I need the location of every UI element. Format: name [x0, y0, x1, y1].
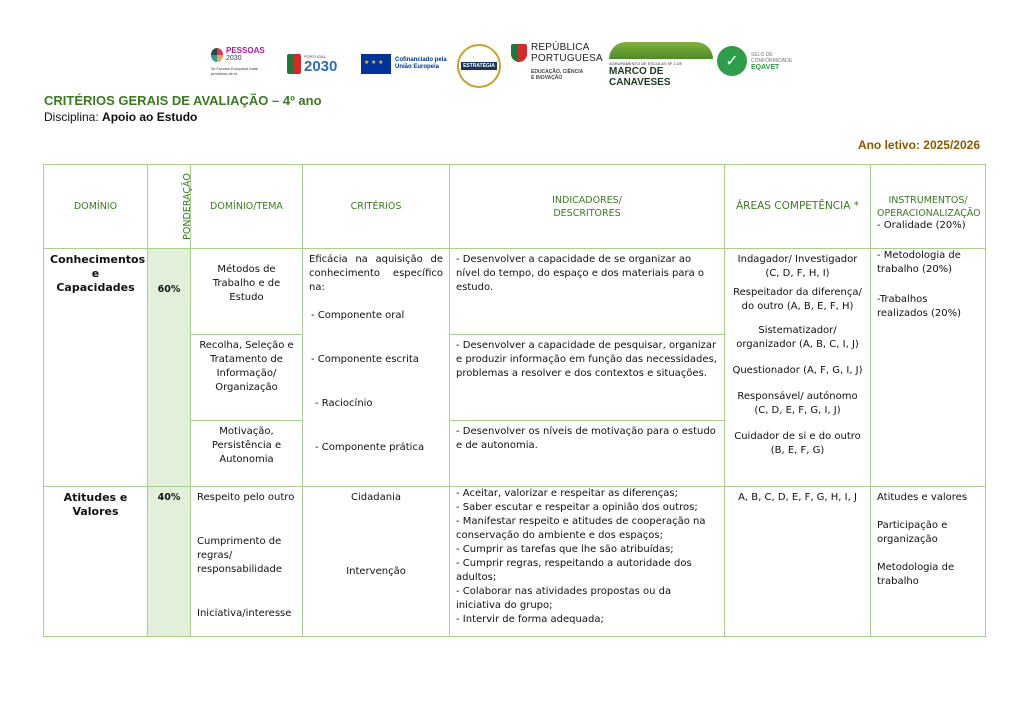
instruments-knowledge — [871, 220, 986, 487]
republica-sub-1: EDUCAÇÃO, CIÊNCIA — [531, 69, 584, 75]
subject-line — [44, 110, 197, 124]
areas-attitudes: A, B, C, D, E, F, G, H, I, J — [725, 487, 871, 637]
indicator-cell: - Desenvolver a capacidade de se organizar ao nível do tempo, do espaço e dos materiais para o estudo. — [450, 249, 725, 335]
criteria-item: - Componente escrita — [311, 354, 419, 365]
subject-label: Disciplina: — [44, 110, 99, 124]
areas-knowledge — [725, 249, 871, 487]
portugal-2030-logo — [287, 52, 337, 76]
table-header-row — [44, 165, 986, 249]
instruments-header-line-2: OPERACIONALIZAÇÃO — [877, 207, 981, 219]
criteria-attitudes — [303, 487, 450, 637]
instruments-header-line-1: INSTRUMENTOS/ — [888, 194, 968, 206]
eu-text-line-1: Cofinanciado pela — [395, 57, 447, 63]
area-item: Sistematizador/ organizador (A, B, C, I, J) — [736, 325, 859, 350]
agrupamento-label: AGRUPAMENTO DE ESCOLAS Nº 1 DE — [609, 61, 683, 66]
domain-attitudes-line-2: Valores — [72, 505, 119, 518]
theme-cell: Métodos de Trabalho e de Estudo — [191, 249, 303, 335]
instrument-item: -Trabalhos realizados (20%) — [877, 294, 961, 319]
weight-knowledge — [148, 249, 191, 487]
area-item: Cuidador de si e do outro (B, E, F, G) — [734, 431, 861, 456]
estrategia-label: ESTRATÉGIA — [463, 63, 495, 69]
eqavet-small-2: CONFORMIDADE — [751, 57, 793, 64]
theme-attitudes — [191, 487, 303, 637]
col-header-areas: ÁREAS COMPETÊNCIA * — [725, 165, 871, 249]
republica-portuguesa-logo — [511, 42, 603, 81]
area-item: Respeitador da diferença/ do outro (A, B, E, F, H) — [733, 287, 862, 312]
pessoas-2030-logo — [211, 46, 275, 86]
republica-sub-2: E INOVAÇÃO — [531, 75, 563, 81]
eqavet-name: EQAVET — [751, 63, 780, 71]
col-header-criteria: CRITÉRIOS — [303, 165, 450, 249]
area-item: Questionador (A, F, G, I, J) — [732, 365, 863, 376]
school-year: Ano letivo: 2025/2026 — [857, 138, 980, 152]
domain-attitudes — [44, 487, 148, 637]
indicator-item: - Intervir de forma adequada; — [456, 614, 604, 625]
col-header-domain: DOMÍNIO — [44, 165, 148, 249]
check-seal-icon: ✓ — [717, 46, 747, 76]
indicator-item: - Cumprir regras, respeitando a autoridade dos adultos; — [456, 558, 692, 583]
eqavet-small-1: SELO DE — [751, 51, 773, 58]
criteria-item: Cidadania — [351, 492, 401, 503]
subject-value: Apoio ao Estudo — [102, 110, 198, 124]
hills-icon — [609, 42, 713, 59]
weight-attitudes: 40% — [148, 487, 191, 637]
portugal-flag-icon — [287, 54, 301, 74]
domain-attitudes-line-1: Atitudes e — [63, 491, 128, 504]
portugal-year: 2030 — [304, 57, 338, 75]
eu-text-line-2: União Europeia — [395, 64, 440, 70]
instrument-item: Participação e organização — [877, 520, 948, 545]
col-header-weight — [148, 165, 191, 249]
theme-cell: Motivação, Persistência e Autonomia — [191, 421, 303, 487]
evaluation-criteria-table — [43, 164, 986, 637]
eu-flag-icon — [361, 54, 391, 74]
eqavet-logo — [717, 46, 792, 76]
instrument-item: Metodologia de trabalho — [877, 562, 955, 587]
estrategia-seal-logo — [457, 44, 501, 88]
col-header-theme: DOMÍNIO/TEMA — [191, 165, 303, 249]
domain-knowledge-line-1: Conhecimentos — [50, 253, 146, 266]
weight-header-label: PONDERAÇÃO — [181, 173, 193, 240]
indicator-cell: - Desenvolver os níveis de motivação para o estudo e de autonomia. — [450, 421, 725, 487]
pessoas-name: PESSOAS — [226, 46, 265, 55]
indicators-header-line-2: DESCRITORES — [553, 207, 621, 219]
criteria-intro: Eficácia na aquisição de conhecimento específico na: — [309, 254, 443, 293]
criteria-item: - Componente oral — [311, 310, 405, 321]
indicators-attitudes — [450, 487, 725, 637]
instruments-attitudes — [871, 487, 986, 637]
indicator-item: - Manifestar respeito e atitudes de cooperação na conservação do ambiente e dos espaços; — [456, 516, 706, 541]
indicator-item: - Aceitar, valorizar e respeitar as diferenças; — [456, 488, 679, 499]
col-header-indicators — [450, 165, 725, 249]
pessoas-mark-icon — [211, 48, 223, 62]
criteria-item: - Componente prática — [315, 442, 425, 453]
theme-item: Cumprimento de regras/ responsabilidade — [197, 536, 283, 575]
logo-strip — [205, 40, 815, 96]
pessoas-tagline: 2e Fundos Europeus mais próximos de si — [211, 66, 258, 76]
indicator-cell: - Desenvolver a capacidade de pesquisar, organizar e produzir informação em função das necessidades, problemas a resolver e dos contextos e situações. — [450, 335, 725, 421]
eu-cofinanced-logo — [361, 54, 447, 74]
instrument-item: - Metodologia de trabalho (20%) — [877, 250, 961, 275]
republica-emblem-icon — [511, 44, 527, 62]
republica-line-1: REPÚBLICA — [531, 42, 590, 53]
document-title: CRITÉRIOS GERAIS DE AVALIAÇÃO – 4º ano — [44, 93, 322, 108]
pessoas-year: 2030 — [226, 55, 242, 62]
criteria-item: - Raciocínio — [315, 398, 373, 409]
table-row — [44, 249, 986, 335]
criteria-item: Intervenção — [346, 566, 406, 577]
instrument-item: Atitudes e valores — [877, 492, 968, 503]
theme-item: Iniciativa/interesse — [197, 608, 292, 619]
domain-knowledge-line-2: e — [91, 267, 100, 280]
theme-cell: Recolha, Seleção e Tratamento de Informação/ Organização — [191, 335, 303, 421]
area-item: Indagador/ Investigador (C, D, F, H, I) — [737, 254, 858, 279]
republica-line-2: PORTUGUESA — [531, 53, 603, 64]
portugal-label: PORTUGAL — [304, 53, 326, 59]
agrupamento-logo — [609, 42, 717, 88]
indicators-header-line-1: INDICADORES/ — [552, 194, 622, 206]
theme-item: Respeito pelo outro — [197, 492, 295, 503]
instrument-item: - Oralidade (20%) — [877, 220, 966, 231]
weight-knowledge-value: 60% — [157, 284, 181, 295]
indicator-item: - Saber escutar e respeitar a opinião dos outros; — [456, 502, 698, 513]
domain-knowledge-line-3: Capacidades — [56, 281, 135, 294]
indicator-item: - Cumprir as tarefas que lhe são atribuídas; — [456, 544, 674, 555]
agrupamento-name: MARCO DE CANAVESES — [609, 66, 671, 88]
area-item: Responsável/ autónomo (C, D, E, F, G, I, J) — [737, 391, 858, 416]
indicator-item: - Colaborar nas atividades propostas ou da iniciativa do grupo; — [456, 586, 672, 611]
table-row — [44, 487, 986, 637]
domain-knowledge — [44, 249, 148, 487]
criteria-knowledge — [303, 249, 450, 487]
